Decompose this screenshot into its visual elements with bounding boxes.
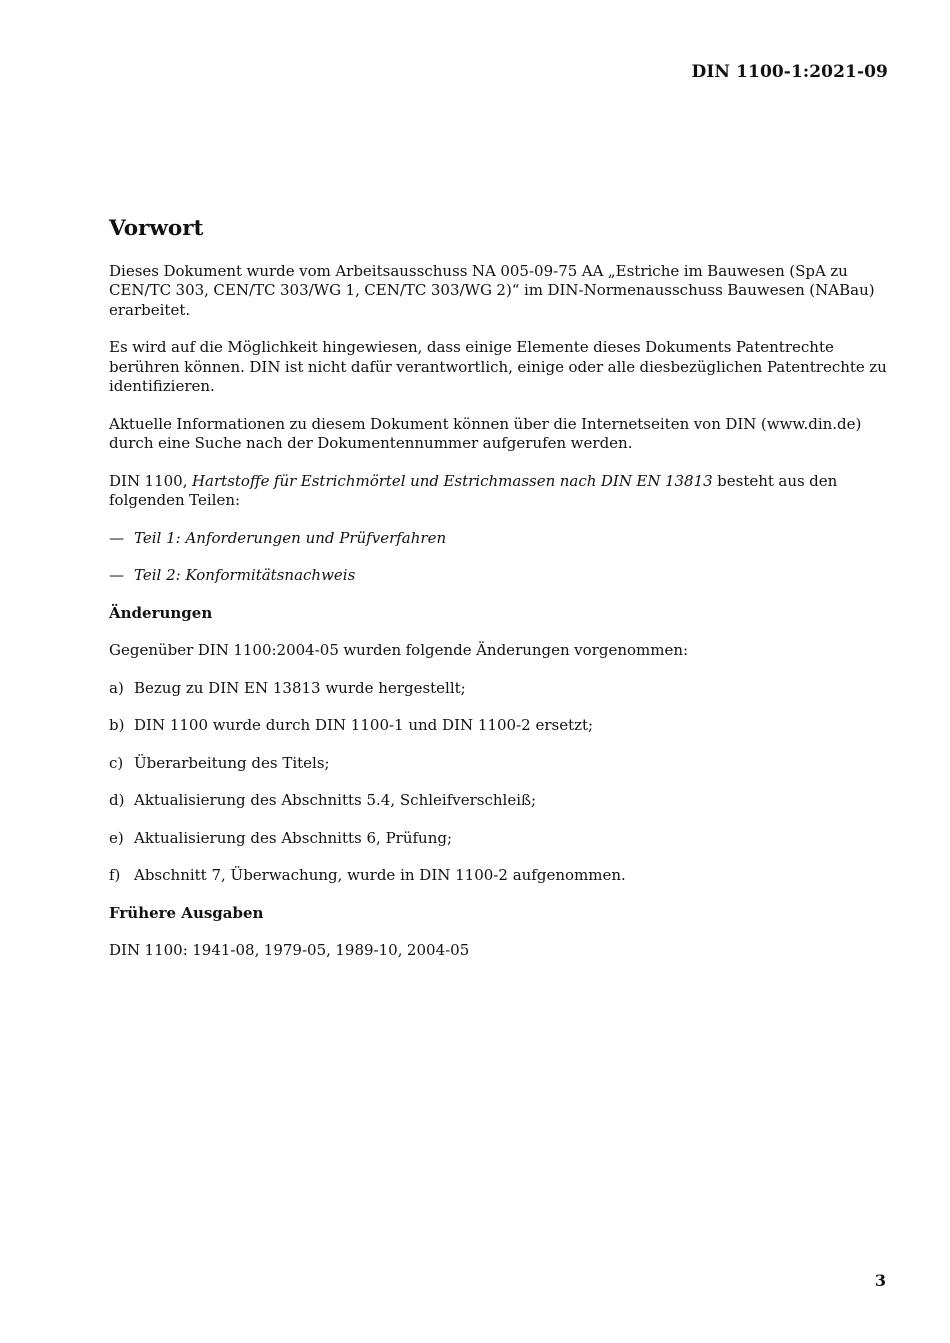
list-marker: b) <box>109 716 125 735</box>
document-body <box>109 216 889 979</box>
change-list-text: Bezug zu DIN EN 13813 wurde hergestellt; <box>134 678 466 697</box>
change-list-item <box>109 866 889 886</box>
parts-intro-title: Hartstoffe für Estrichmörtel und Estrichmassen nach DIN EN 13813 <box>191 471 713 490</box>
change-list-item <box>109 716 889 736</box>
page-number: 3 <box>874 1271 886 1290</box>
change-list-item <box>109 791 889 811</box>
changes-intro: Gegenüber DIN 1100:2004-05 wurden folgende Änderungen vorgenommen: <box>109 641 689 660</box>
part-list-item <box>109 566 889 586</box>
document-id-header: DIN 1100-1:2021-09 <box>691 62 888 82</box>
list-dash: — <box>109 528 124 547</box>
change-list-text: DIN 1100 wurde durch DIN 1100-1 und DIN 1100-2 ersetzt; <box>134 716 594 735</box>
section-title: Vorwort <box>109 216 204 241</box>
parts-intro-suffix: besteht aus den folgenden Teilen: <box>109 471 838 510</box>
change-list-text: Aktualisierung des Abschnitts 5.4, Schleifverschleiß; <box>134 791 537 810</box>
change-list-item <box>109 754 889 774</box>
change-list-item <box>109 829 889 849</box>
list-dash: — <box>109 566 124 585</box>
parts-intro-prefix: DIN 1100, <box>109 471 192 490</box>
earlier-editions-text: DIN 1100: 1941-08, 1979-05, 1989-10, 2004-05 <box>109 941 470 960</box>
paragraph-patents: Es wird auf die Möglichkeit hingewiesen, dass einige Elemente dieses Dokuments Patentrechte berühren können. DIN ist nicht dafür verantwortlich, einige oder alle diesbezüglichen Patentrechte zu identifizieren. <box>109 338 887 396</box>
list-marker: c) <box>109 753 124 772</box>
change-list-text: Aktualisierung des Abschnitts 6, Prüfung; <box>134 828 453 847</box>
paragraph-committee: Dieses Dokument wurde vom Arbeitsausschuss NA 005-09-75 AA „Estriche im Bauwesen (SpA zu CEN/TC 303, CEN/TC 303/WG 1, CEN/TC 303/WG 2)“ im DIN-Normenausschuss Bauwesen (NABau) erarbeitet. <box>109 261 875 319</box>
change-list-text: Abschnitt 7, Überwachung, wurde in DIN 1100-2 aufgenommen. <box>134 866 626 885</box>
list-marker: a) <box>109 678 124 697</box>
earlier-editions-heading: Frühere Ausgaben <box>109 903 264 922</box>
change-list-text: Überarbeitung des Titels; <box>134 753 330 772</box>
part-list-item <box>109 529 889 549</box>
list-marker: e) <box>109 828 124 847</box>
part-list-text: Teil 1: Anforderungen und Prüfverfahren <box>134 528 447 547</box>
paragraph-parts-intro <box>109 472 889 511</box>
part-list-text: Teil 2: Konformitätsnachweis <box>134 566 356 585</box>
changes-heading: Änderungen <box>109 603 213 622</box>
change-list-item <box>109 679 889 699</box>
list-marker: f) <box>109 866 121 885</box>
list-marker: d) <box>109 791 125 810</box>
paragraph-current-info: Aktuelle Informationen zu diesem Dokument können über die Internetseiten von DIN (www.din.de) durch eine Suche nach der Dokumentennummer aufgerufen werden. <box>109 414 862 453</box>
